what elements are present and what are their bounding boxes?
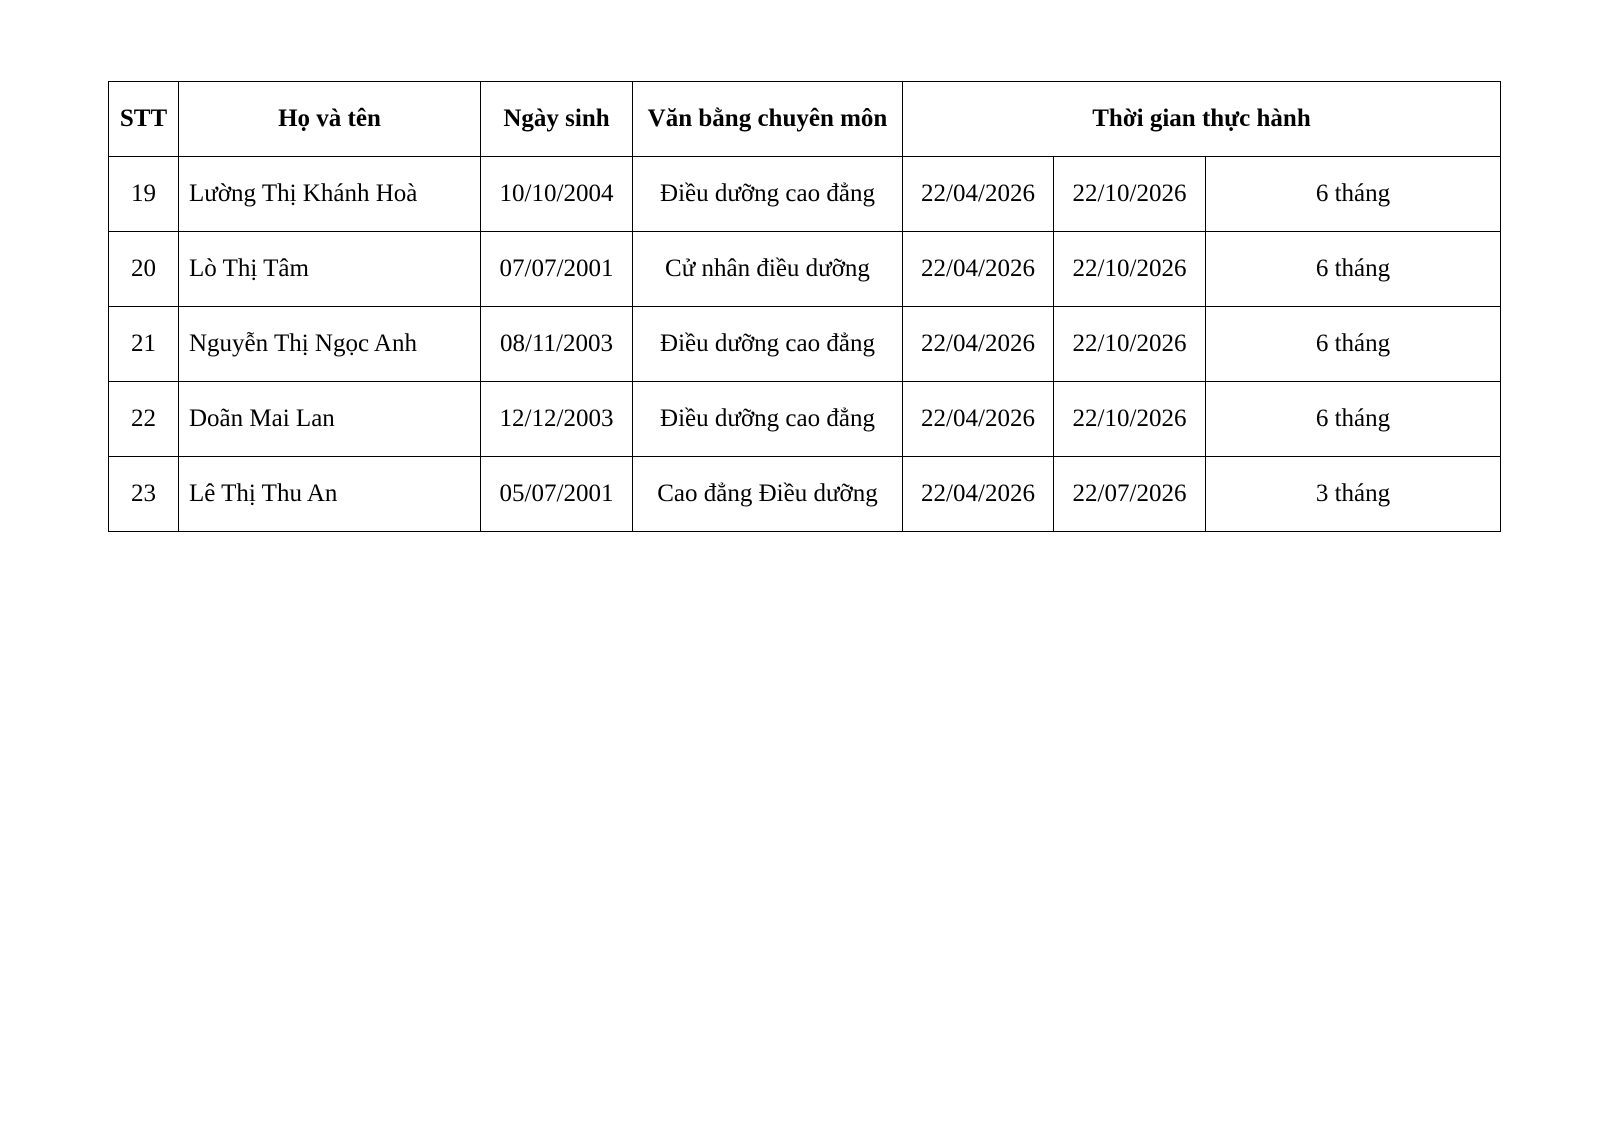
- cell-dob: 07/07/2001: [481, 232, 633, 307]
- cell-duration: 6 tháng: [1206, 382, 1501, 457]
- table-row: [109, 232, 1501, 307]
- cell-start-date: 22/04/2026: [903, 457, 1054, 532]
- cell-stt: 20: [109, 232, 179, 307]
- cell-stt: 23: [109, 457, 179, 532]
- cell-dob: 08/11/2003: [481, 307, 633, 382]
- cell-degree: Điều dưỡng cao đẳng: [633, 307, 903, 382]
- cell-name: Doãn Mai Lan: [179, 382, 481, 457]
- cell-name: Nguyễn Thị Ngọc Anh: [179, 307, 481, 382]
- cell-duration: 6 tháng: [1206, 232, 1501, 307]
- table-row: [109, 457, 1501, 532]
- table-row: [109, 307, 1501, 382]
- cell-degree: Điều dưỡng cao đẳng: [633, 382, 903, 457]
- cell-degree: Cử nhân điều dưỡng: [633, 232, 903, 307]
- cell-name: Lê Thị Thu An: [179, 457, 481, 532]
- cell-stt: 19: [109, 157, 179, 232]
- cell-degree: Cao đẳng Điều dưỡng: [633, 457, 903, 532]
- cell-end-date: 22/10/2026: [1054, 232, 1206, 307]
- cell-end-date: 22/10/2026: [1054, 157, 1206, 232]
- table-row: [109, 157, 1501, 232]
- header-practice-period: Thời gian thực hành: [903, 82, 1501, 157]
- cell-duration: 6 tháng: [1206, 157, 1501, 232]
- cell-start-date: 22/04/2026: [903, 157, 1054, 232]
- cell-degree: Điều dưỡng cao đẳng: [633, 157, 903, 232]
- header-name: Họ và tên: [179, 82, 481, 157]
- practice-roster-table: [108, 81, 1501, 532]
- cell-end-date: 22/10/2026: [1054, 382, 1206, 457]
- cell-start-date: 22/04/2026: [903, 232, 1054, 307]
- cell-duration: 3 tháng: [1206, 457, 1501, 532]
- header-degree: Văn bằng chuyên môn: [633, 82, 903, 157]
- header-row: [109, 82, 1501, 157]
- cell-stt: 22: [109, 382, 179, 457]
- header-stt: STT: [109, 82, 179, 157]
- cell-name: Lường Thị Khánh Hoà: [179, 157, 481, 232]
- cell-start-date: 22/04/2026: [903, 382, 1054, 457]
- cell-name: Lò Thị Tâm: [179, 232, 481, 307]
- cell-end-date: 22/07/2026: [1054, 457, 1206, 532]
- header-dob: Ngày sinh: [481, 82, 633, 157]
- cell-stt: 21: [109, 307, 179, 382]
- cell-start-date: 22/04/2026: [903, 307, 1054, 382]
- cell-duration: 6 tháng: [1206, 307, 1501, 382]
- cell-end-date: 22/10/2026: [1054, 307, 1206, 382]
- cell-dob: 05/07/2001: [481, 457, 633, 532]
- cell-dob: 12/12/2003: [481, 382, 633, 457]
- cell-dob: 10/10/2004: [481, 157, 633, 232]
- table-row: [109, 382, 1501, 457]
